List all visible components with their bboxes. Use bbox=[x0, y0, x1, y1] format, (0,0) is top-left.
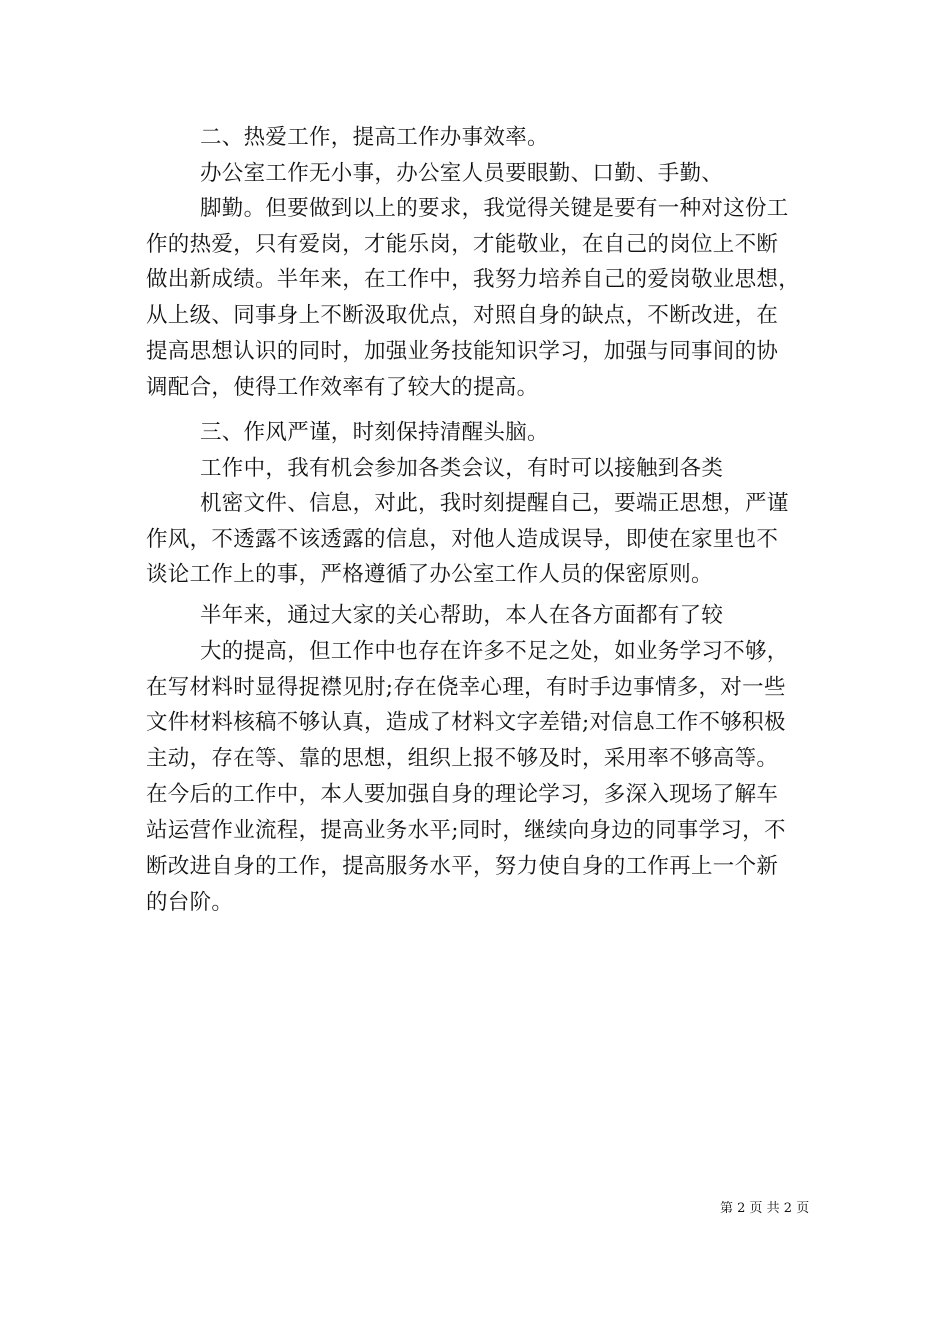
text-line: 调配合，使得工作效率有了较大的提高。 bbox=[146, 375, 539, 400]
text-line: 三、作风严谨，时刻保持清醒头脑。 bbox=[200, 420, 549, 445]
text-line: 作风，不透露不该透露的信息，对他人造成误导，即使在家里也不 bbox=[146, 527, 779, 552]
text-line: 机密文件、信息，对此，我时刻提醒自己，要端正思想，严谨 bbox=[200, 491, 789, 516]
text-line: 在今后的工作中，本人要加强自身的理论学习，多深入现场了解车 bbox=[146, 782, 779, 807]
text-line: 二、热爱工作，提高工作办事效率。 bbox=[200, 125, 549, 150]
text-line: 从上级、同事身上不断汲取优点，对照自身的缺点，不断改进，在 bbox=[146, 303, 779, 328]
text-line: 断改进自身的工作，提高服务水平，努力使自身的工作再上一个新 bbox=[146, 854, 779, 879]
text-line: 脚勤。但要做到以上的要求，我觉得关键是要有一种对这份工 bbox=[200, 196, 789, 221]
page-number: 第 2 页 共 2 页 bbox=[720, 1201, 810, 1216]
text-line: 在写材料时显得捉襟见肘;存在侥幸心理，有时手边事情多，对一些 bbox=[146, 675, 786, 700]
text-line: 主动，存在等、靠的思想，组织上报不够及时，采用率不够高等。 bbox=[146, 746, 779, 771]
text-line: 半年来，通过大家的关心帮助，本人在各方面都有了较 bbox=[200, 603, 724, 628]
text-line: 谈论工作上的事，严格遵循了办公室工作人员的保密原则。 bbox=[146, 562, 713, 587]
text-line: 工作中，我有机会参加各类会议，有时可以接触到各类 bbox=[200, 456, 724, 481]
text-line: 的台阶。 bbox=[146, 890, 234, 915]
text-line: 提高思想认识的同时，加强业务技能知识学习，加强与同事间的协 bbox=[146, 339, 779, 364]
text-line: 办公室工作无小事，办公室人员要眼勤、口勤、手勤、 bbox=[200, 161, 724, 186]
text-line: 站运营作业流程，提高业务水平;同时，继续向身边的同事学习，不 bbox=[146, 818, 786, 843]
text-line: 作的热爱，只有爱岗，才能乐岗，才能敬业，在自己的岗位上不断 bbox=[146, 232, 779, 257]
text-line: 大的提高，但工作中也存在许多不足之处，如业务学习不够， bbox=[200, 639, 789, 664]
text-line: 文件材料核稿不够认真，造成了材料文字差错;对信息工作不够积极 bbox=[146, 710, 786, 735]
text-line: 做出新成绩。半年来，在工作中，我努力培养自己的爱岗敬业思想， bbox=[146, 267, 801, 292]
